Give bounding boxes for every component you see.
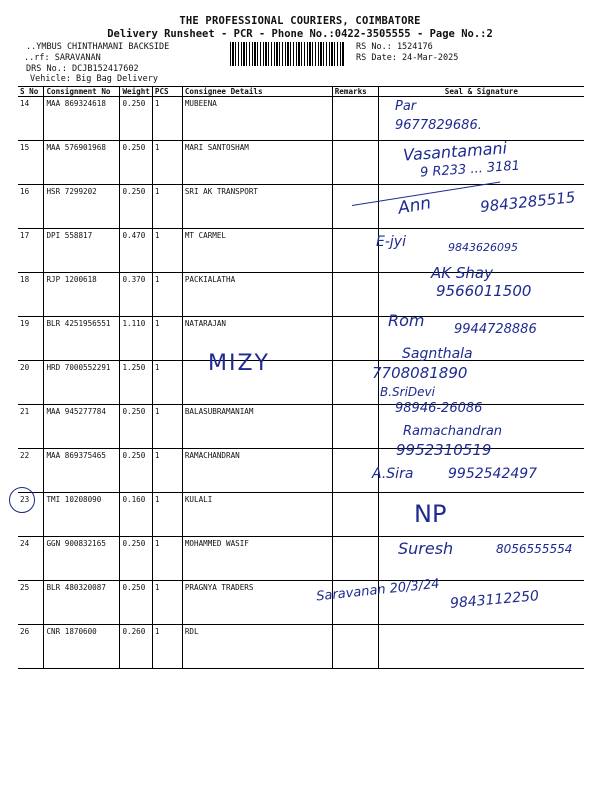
row-sno: 15 — [18, 141, 44, 185]
row-consignee: RAMACHANDRAN — [182, 449, 332, 493]
row-consignee: MT CARMEL — [182, 229, 332, 273]
table-row — [18, 361, 584, 405]
row-pcs: 1 — [152, 229, 182, 273]
hw-phone-25: 8056555554 — [496, 542, 573, 556]
hw-sign-18: AK Shay — [431, 264, 493, 282]
row-consignment-no: MAA 945277784 — [44, 405, 120, 449]
hw-sign-26: Saravanan 20/3/24 — [315, 576, 441, 605]
row-consignment-no: MAA 576901968 — [44, 141, 120, 185]
row-consignee: PACKIALATHA — [182, 273, 332, 317]
row-remarks — [332, 141, 378, 185]
company-title: THE PROFESSIONAL COURIERS, COIMBATORE — [179, 15, 421, 27]
row-weight: 0.250 — [120, 97, 152, 141]
row-consignment-no: BLR 4251956551 — [44, 317, 120, 361]
col-remarks: Remarks — [332, 87, 378, 97]
row-consignment-no: MAA 869375465 — [44, 449, 120, 493]
hw-sign-20: MIZY — [208, 351, 270, 376]
hw-phone-19: 9944728886 — [454, 322, 537, 337]
hw-sign-16: Ann — [396, 193, 433, 219]
row-weight: 1.110 — [120, 317, 152, 361]
hw-extra-15: 9 R233 ... 3181 — [419, 158, 521, 181]
row-remarks — [332, 405, 378, 449]
hw-sign-17: E-jyi — [376, 234, 406, 250]
row-consignment-no: MAA 869324618 — [44, 97, 120, 141]
col-pcs: PCS — [152, 87, 182, 97]
col-consignment: Consignment No — [44, 87, 120, 97]
col-weight: Weight — [120, 87, 152, 97]
row-remarks — [332, 317, 378, 361]
row-remarks — [332, 229, 378, 273]
row-consignee: PRAGNYA TRADERS — [182, 581, 332, 625]
hw-phone-18: 9566011500 — [436, 282, 532, 300]
row-consignee: MOHAMMED WASIF — [182, 537, 332, 581]
row-weight: 0.260 — [120, 625, 152, 669]
rs-date: RS Date: 24-Mar-2025 — [356, 53, 459, 63]
row-remarks — [332, 185, 378, 229]
hw-sign-21: Sagnthala — [402, 346, 473, 362]
row-remarks — [332, 273, 378, 317]
row-sno: 26 — [18, 625, 44, 669]
row-pcs: 1 — [152, 537, 182, 581]
row-weight: 0.370 — [120, 273, 152, 317]
row-remarks — [332, 493, 378, 537]
drs-number: DRS No.: DCJB152417602 — [26, 64, 139, 74]
row-consignee: MUBEENA — [182, 97, 332, 141]
row-weight: 0.250 — [120, 141, 152, 185]
hw-sign-23: A.Sira — [372, 466, 414, 482]
row-consignee: KULALI — [182, 493, 332, 537]
hw-sign-15: Vasantamani — [402, 138, 508, 165]
hw-phone-23b: 9952542497 — [448, 466, 538, 482]
row-consignment-no: CNR 1870600 — [44, 625, 120, 669]
row-remarks — [332, 97, 378, 141]
hw-sign-24: NP — [414, 500, 447, 528]
row-weight: 0.250 — [120, 581, 152, 625]
row-sno: 18 — [18, 273, 44, 317]
runsheet-subtitle: Delivery Runsheet - PCR - Phone No.:0422-3505555 - Page No.:2 — [107, 28, 493, 40]
row-weight: 0.470 — [120, 229, 152, 273]
row-consignment-no: BLR 480320087 — [44, 581, 120, 625]
row-pcs: 1 — [152, 141, 182, 185]
row-pcs: 1 — [152, 97, 182, 141]
hw-phone-14: 9677829686. — [395, 118, 482, 133]
row-signature — [378, 625, 584, 669]
row-weight: 0.250 — [120, 449, 152, 493]
row-consignment-no: DPI 558817 — [44, 229, 120, 273]
row-consignment-no: TMI 10208090 — [44, 493, 120, 537]
vehicle-line: Vehicle: Big Bag Delivery — [30, 74, 158, 84]
hw-sign-22b: Ramachandran — [403, 424, 503, 439]
hw-sign-14: Par — [395, 99, 417, 114]
row-consignee: MARI SANTOSHAM — [182, 141, 332, 185]
staff-line: ..rf: SARAVANAN — [24, 53, 101, 63]
row-sno: 19 — [18, 317, 44, 361]
hw-phone-16: 9843285515 — [479, 188, 577, 216]
row-pcs: 1 — [152, 625, 182, 669]
row-pcs: 1 — [152, 273, 182, 317]
row-sno: 23 — [18, 493, 44, 537]
col-sno: S No — [18, 87, 44, 97]
barcode-image — [230, 42, 344, 66]
row-signature — [378, 493, 584, 537]
row-sno: 21 — [18, 405, 44, 449]
row-pcs: 1 — [152, 493, 182, 537]
row-consignee: RDL — [182, 625, 332, 669]
table-row — [18, 97, 584, 141]
row-consignee: NATARAJAN — [182, 317, 332, 361]
row-sno: 20 — [18, 361, 44, 405]
hw-phone-17: 9843626095 — [448, 241, 518, 254]
row-consignment-no: HSR 7299202 — [44, 185, 120, 229]
row-sno: 16 — [18, 185, 44, 229]
row-pcs: 1 — [152, 449, 182, 493]
rs-number: RS No.: 1524176 — [356, 42, 433, 52]
row-sno: 14 — [18, 97, 44, 141]
row-consignment-no: GGN 900832165 — [44, 537, 120, 581]
hw-sign-19: Rom — [388, 311, 425, 330]
row-sno: 25 — [18, 581, 44, 625]
hw-sign-25: Suresh — [398, 539, 454, 558]
row-sno: 22 — [18, 449, 44, 493]
row-weight: 0.250 — [120, 405, 152, 449]
row-consignee: BALASUBRAMANIAM — [182, 405, 332, 449]
row-weight: 0.160 — [120, 493, 152, 537]
row-remarks — [332, 537, 378, 581]
table-row — [18, 493, 584, 537]
row-consignment-no: RJP 1200618 — [44, 273, 120, 317]
col-consignee: Consignee Details — [182, 87, 332, 97]
row-sno: 17 — [18, 229, 44, 273]
row-consignment-no: HRD 7000552291 — [44, 361, 120, 405]
row-sno: 24 — [18, 537, 44, 581]
hw-sign-22: B.SriDevi — [380, 385, 435, 399]
row-weight: 0.250 — [120, 185, 152, 229]
row-pcs: 1 — [152, 405, 182, 449]
hw-phone-22: 98946-26086 — [395, 401, 483, 416]
row-pcs: 1 — [152, 581, 182, 625]
sno-24-circle-mark — [9, 487, 35, 513]
table-header-row — [18, 87, 584, 97]
table-row — [18, 625, 584, 669]
hw-phone-23: 9952310519 — [396, 441, 492, 459]
hw-phone-21: 7708081890 — [372, 364, 468, 382]
col-signature: Seal & Signature — [378, 87, 584, 97]
row-pcs: 1 — [152, 317, 182, 361]
row-pcs: 1 — [152, 185, 182, 229]
hw-phone-26: 9843112250 — [449, 588, 540, 612]
area-line: ..YMBUS CHINTHAMANI BACKSIDE — [26, 42, 170, 52]
row-weight: 1.250 — [120, 361, 152, 405]
row-consignee: SRI AK TRANSPORT — [182, 185, 332, 229]
row-weight: 0.250 — [120, 537, 152, 581]
row-remarks — [332, 625, 378, 669]
row-pcs: 1 — [152, 361, 182, 405]
